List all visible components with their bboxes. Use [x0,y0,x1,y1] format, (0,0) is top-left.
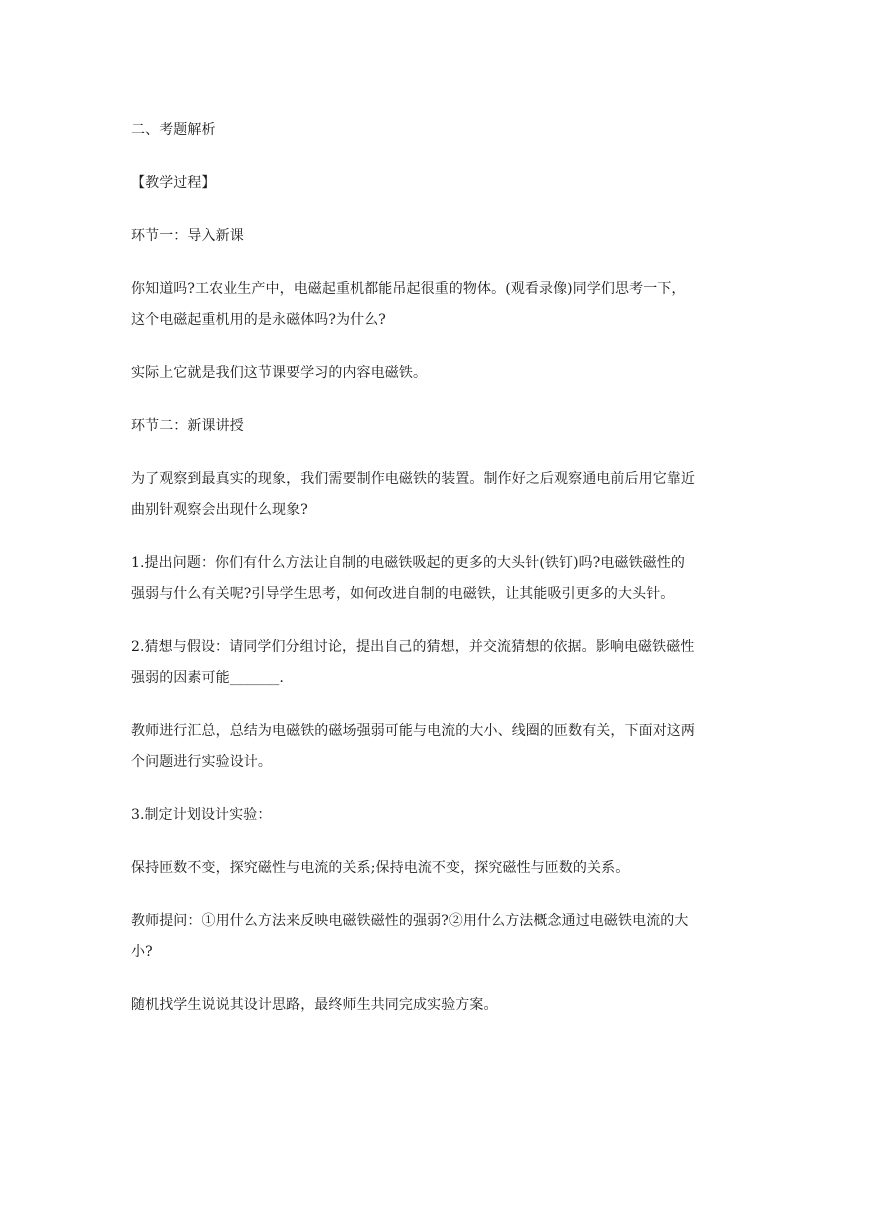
intro-line-2: 这个电磁起重机用的是永磁体吗?为什么? [131,312,386,328]
question-paragraph [131,906,751,968]
item2-line-1: 2.猜想与假设：请同学们分组讨论，提出自己的猜想，并交流猜想的依据。影响电磁铁磁性 [131,639,695,655]
step1-heading: 环节一：导入新课 [131,228,244,244]
item1-paragraph [131,548,751,610]
item1-line-2: 强弱与什么有关呢?引导学生思考，如何改进自制的电磁铁，让其能吸引更多的大头针。 [131,586,675,602]
plan-paragraph: 保持匝数不变，探究磁性与电流的关系;保持电流不变，探究磁性与匝数的关系。 [131,860,630,876]
summary-paragraph [131,716,751,778]
observe-line-1: 为了观察到最真实的现象，我们需要制作电磁铁的装置。制作好之后观察通电前后用它靠近 [131,471,695,487]
question-line-1: 教师提问：①用什么方法来反映电磁铁磁性的强弱?②用什么方法概念通过电磁铁电流的大 [131,913,689,929]
intro-line-1: 你知道吗?工农业生产中，电磁起重机都能吊起很重的物体。(观看录像)同学们思考一下， [131,281,686,297]
closing-paragraph: 随机找学生说说其设计思路，最终师生共同完成实验方案。 [131,997,498,1013]
observe-line-2: 曲别针观察会出现什么现象? [131,502,308,518]
item2-paragraph [131,632,751,694]
observe-paragraph [131,464,751,526]
item3-heading: 3.制定计划设计实验： [131,807,272,823]
document-body [131,115,751,1043]
intro-paragraph [131,274,751,336]
summary-line-2: 个问题进行实验设计。 [131,754,272,770]
item2-line-2: 强弱的因素可能_______. [131,670,284,686]
process-heading: 【教学过程】 [131,175,216,191]
section-heading: 二、考题解析 [131,122,216,138]
item1-line-1: 1.提出问题：你们有什么方法让自制的电磁铁吸起的更多的大头针(铁钉)吗?电磁铁磁性的 [131,555,685,571]
step2-heading: 环节二：新课讲授 [131,418,244,434]
summary-line-1: 教师进行汇总，总结为电磁铁的磁场强弱可能与电流的大小、线圈的匝数有关，下面对这两 [131,723,695,739]
intro-conclusion: 实际上它就是我们这节课要学习的内容电磁铁。 [131,365,428,381]
question-line-2: 小? [131,944,153,960]
